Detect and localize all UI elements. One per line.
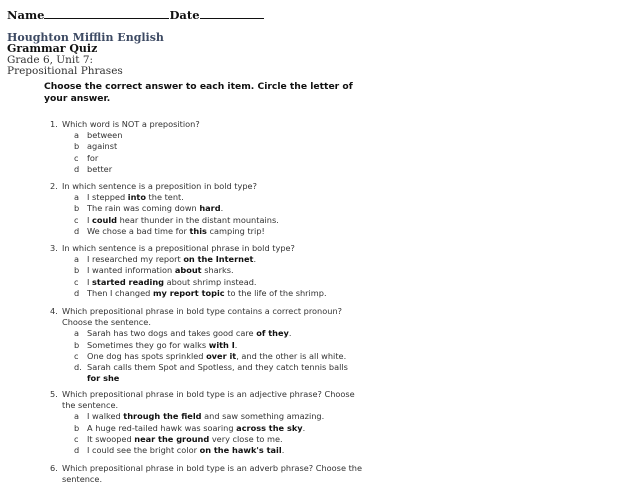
instructions: Choose the correct answer to each item. Circle the letter of your answer. (44, 81, 353, 104)
date-label: Date (169, 8, 200, 22)
answer-option[interactable] (74, 130, 367, 141)
answer-option[interactable] (74, 277, 367, 288)
question-text: Which prepositional phrase in bold type is an adverb phrase? Choose the sentence. (62, 463, 363, 485)
option-text: We chose a bad time for (87, 225, 190, 236)
option-letter[interactable]: a (74, 192, 80, 203)
question-number: 2. (50, 181, 58, 191)
name-date-line (7, 8, 264, 22)
option-bold-text: with I (208, 339, 235, 350)
answer-option[interactable] (74, 434, 367, 445)
option-bold-text: across the sky (236, 422, 303, 433)
answer-option[interactable] (74, 362, 367, 373)
grade-unit: Grade 6, Unit 7: (7, 54, 94, 66)
option-letter[interactable]: a (74, 411, 80, 422)
option-text: I stepped (87, 192, 128, 203)
question-6 (50, 463, 367, 485)
option-text: about shrimp instead. (164, 276, 257, 287)
option-text: Then I changed (87, 287, 153, 298)
option-bold-text: through the field (123, 411, 202, 422)
option-text: I (87, 214, 93, 225)
option-bold-text: on the Internet (183, 254, 254, 265)
answer-option[interactable] (74, 340, 367, 351)
answer-option[interactable] (74, 328, 367, 339)
option-text: . (234, 339, 238, 350)
date-blank (200, 8, 264, 19)
answer-option[interactable] (74, 215, 367, 226)
option-bold-text: started reading (92, 276, 165, 287)
answer-option[interactable] (74, 141, 367, 152)
option-text: sharks. (201, 265, 234, 276)
topic-title: Prepositional Phrases (7, 65, 123, 77)
option-letter[interactable]: c (74, 276, 79, 287)
question-number: 6. (50, 463, 58, 473)
question-text: Which prepositional phrase in bold type is an adjective phrase? Choose the sentence. (62, 389, 355, 411)
option-text: camping trip! (206, 225, 265, 236)
option-letter[interactable]: a (74, 254, 80, 265)
question-text: In which sentence is a preposition in bold type? (62, 181, 257, 191)
answer-option[interactable] (74, 351, 367, 362)
name-blank (44, 8, 169, 19)
option-text: , and the other is all white. (236, 350, 347, 361)
option-bold-text: for she (87, 373, 120, 384)
answer-option[interactable] (74, 445, 367, 456)
option-letter[interactable]: b (74, 339, 80, 350)
option-letter[interactable]: b (74, 141, 80, 152)
question-number: 5. (50, 389, 58, 399)
publisher-brand: Houghton Mifflin English (7, 31, 164, 44)
option-bold-text: into (127, 192, 146, 203)
option-text: Sarah calls them Spot and Spotless, and they catch tennis balls (87, 361, 348, 372)
option-letter[interactable]: d. (74, 361, 82, 372)
answer-option[interactable] (74, 411, 367, 422)
option-letter[interactable]: a (74, 130, 80, 141)
question-5 (50, 389, 367, 456)
option-text: I walked (87, 411, 124, 422)
question-number: 4. (50, 306, 58, 316)
question-text: In which sentence is a prepositional phrase in bold type? (62, 243, 295, 253)
option-text: . (288, 328, 292, 339)
question-1 (50, 119, 367, 175)
option-bold-text: my report topic (152, 287, 225, 298)
answer-option[interactable] (74, 288, 367, 299)
option-text: Sometimes they go for walks (87, 339, 209, 350)
option-text: . (302, 422, 306, 433)
question-number: 1. (50, 119, 58, 129)
quiz-title: Grammar Quiz (7, 42, 98, 55)
answer-option[interactable] (74, 192, 367, 203)
option-letter[interactable]: c (74, 350, 79, 361)
option-text: better (87, 163, 113, 174)
answer-option[interactable] (74, 254, 367, 265)
option-letter[interactable]: c (74, 152, 79, 163)
answer-option[interactable] (74, 153, 367, 164)
question-text: Which prepositional phrase in bold type contains a correct pronoun? Choose the sentence. (62, 306, 342, 328)
option-text: One dog has spots sprinkled (87, 350, 207, 361)
option-letter[interactable]: c (74, 214, 79, 225)
option-letter[interactable]: d (74, 163, 80, 174)
option-text: It swooped (87, 433, 135, 444)
option-letter[interactable]: b (74, 265, 80, 276)
answer-option[interactable] (74, 265, 367, 276)
option-text: I wanted information (87, 265, 175, 276)
option-text: A huge red-tailed hawk was soaring (87, 422, 237, 433)
option-bold-text: this (189, 225, 207, 236)
option-letter[interactable]: a (74, 328, 80, 339)
option-letter[interactable]: b (74, 422, 80, 433)
option-letter[interactable]: d (74, 287, 80, 298)
name-label: Name (7, 8, 45, 22)
question-text: Which word is NOT a preposition? (62, 119, 200, 129)
option-bold-text: could (92, 214, 118, 225)
option-text: I could see the bright color (87, 444, 200, 455)
option-letter[interactable]: b (74, 203, 80, 214)
answer-option[interactable] (74, 203, 367, 214)
option-text: The rain was coming down (87, 203, 200, 214)
option-text: . (281, 444, 285, 455)
option-text: between (87, 130, 123, 141)
question-number: 3. (50, 243, 58, 253)
option-bold-text: over it (206, 350, 237, 361)
option-bold-text: on the hawk's tail (199, 444, 282, 455)
option-bold-text: of they (256, 328, 289, 339)
option-text: very close to me. (209, 433, 283, 444)
question-2 (50, 181, 367, 237)
option-text: the tent. (145, 192, 184, 203)
option-text: and saw something amazing. (201, 411, 325, 422)
answer-option[interactable] (74, 164, 367, 175)
answer-option[interactable] (74, 226, 367, 237)
option-bold-text: near the ground (134, 433, 210, 444)
answer-option[interactable] (74, 423, 367, 434)
option-letter[interactable]: d (74, 444, 80, 455)
option-bold-text: about (174, 265, 202, 276)
option-text: Sarah has two dogs and takes good care (87, 328, 257, 339)
option-text: I researched my report (87, 254, 184, 265)
option-text: against (87, 141, 118, 152)
option-text: I (87, 276, 93, 287)
question-4 (50, 306, 367, 384)
option-text: . (253, 254, 257, 265)
answer-option-continued (74, 373, 367, 384)
option-text: hear thunder in the distant mountains. (117, 214, 279, 225)
option-text: for (87, 152, 99, 163)
option-text: . (220, 203, 224, 214)
option-bold-text: hard (199, 203, 221, 214)
option-letter[interactable]: c (74, 433, 79, 444)
option-letter[interactable]: d (74, 225, 80, 236)
option-text: to the life of the shrimp. (224, 287, 327, 298)
question-3 (50, 243, 367, 299)
